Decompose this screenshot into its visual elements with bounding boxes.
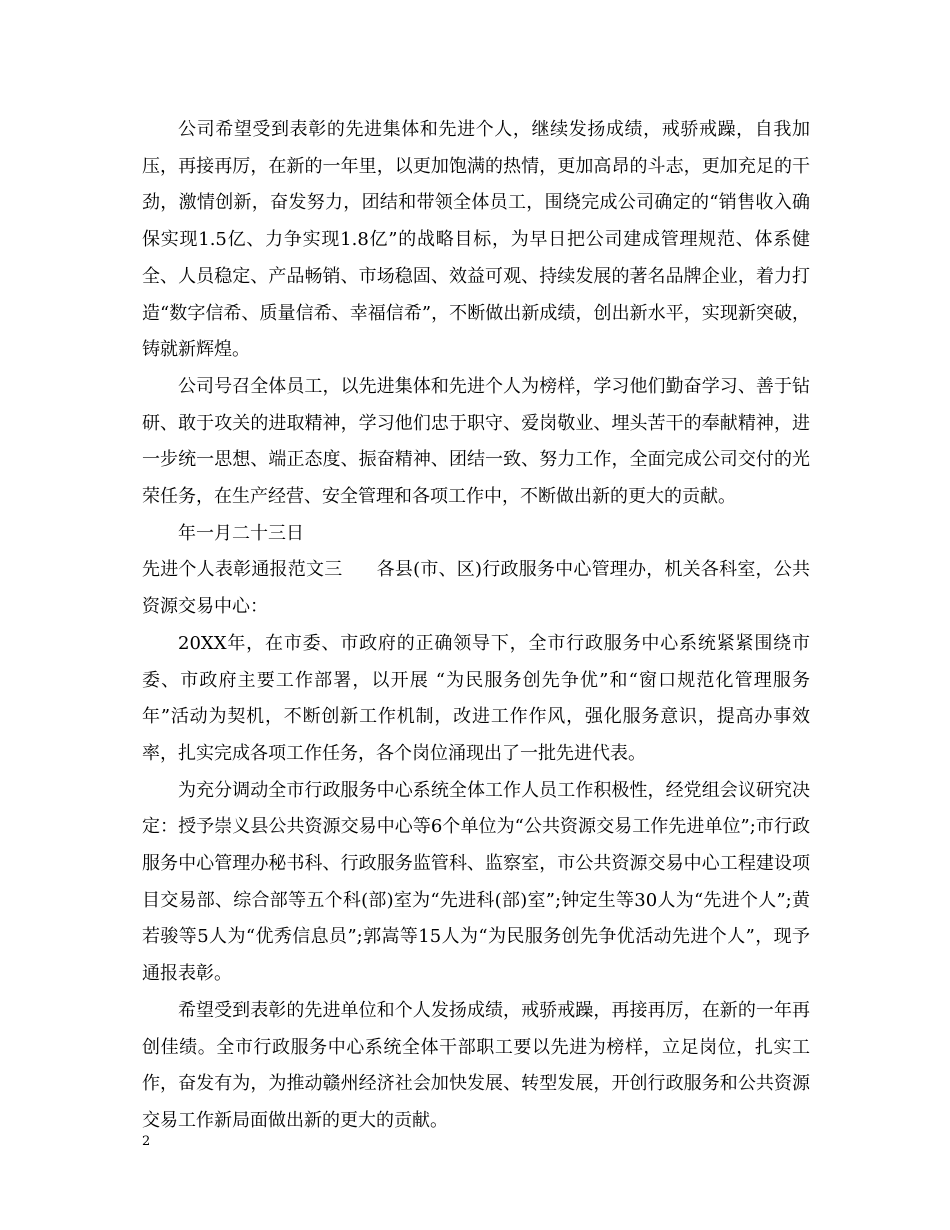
paragraph-call-to-staff: 公司号召全体员工，以先进集体和先进个人为榜样，学习他们勤奋学习、善于钻研、敢于攻关的进取精神，学习他们忠于职守、爱岗敬业、埋头苦干的奉献精神，进一步统一思想、端正态度、振奋精神、团结一致、努力工作，全面完成公司交付的光荣任务，在生产经营、安全管理和各项工作中，不断做出新的更大的贡献。 — [142, 375, 810, 508]
page-number: 2 — [142, 1134, 151, 1149]
paragraph-closing-hope: 希望受到表彰的先进单位和个人发扬成绩，戒骄戒躁，再接再厉，在新的一年再创佳绩。全市行政服务中心系统全体干部职工要以先进为榜样，立足岗位，扎实工作，奋发有为，为推动赣州经济社会加快发展、转型发展，开创行政服务和公共资源交易工作新局面做出新的更大的贡献。 — [142, 999, 810, 1131]
section-title: 先进个人表彰通报范文三 — [142, 559, 343, 581]
date-line: 年一月二十三日 — [178, 522, 304, 544]
paragraph-award-decision: 为充分调动全市行政服务中心系统全体工作人员工作积极性，经党组会议研究决定：授予崇义县公共资源交易中心等6个单位为“公共资源交易工作先进单位”;市行政服务中心管理办秘书科、行政服务监管科、监察室，市公共资源交易中心工程建设项目交易部、综合部等五个科(部)室为“先进科(部)室”;钟定生等30人为“先进个人”;黄若骏等5人为“优秀信息员”;郭嵩等15人为“为民服务创先争优活动先进个人”，现予通报表彰。 — [142, 779, 810, 985]
section-heading-line — [142, 552, 810, 625]
paragraph-annual-summary: 20XX年，在市委、市政府的正确领导下，全市行政服务中心系统紧紧围绕市委、市政府主要工作部署，以开展 “为民服务创先争优”和“窗口规范化管理服务年”活动为契机，不断创新工作机制，改进工作作风，强化服务意识，提高办事效率，扎实完成各项工作任务，各个岗位涌现出了一批先进代表。 — [142, 632, 810, 764]
document-body — [142, 112, 810, 1140]
salutation: 各县(市、区)行政服务中心管理办，机关各科室，公共资源交易中心： — [142, 559, 811, 618]
paragraph-commendation-hope: 公司希望受到表彰的先进集体和先进个人，继续发扬成绩，戒骄戒躁，自我加压，再接再厉，在新的一年里，以更加饱满的热情，更加高昂的斗志，更加充足的干劲，激情创新，奋发努力，团结和带领全体员工，围绕完成公司确定的“销售收入确保实现1.5亿、力争实现1.8亿”的战略目标，为早日把公司建成管理规范、体系健全、人员稳定、产品畅销、市场稳固、效益可观、持续发展的著名品牌企业，着力打造“数字信希、质量信希、幸福信希”，不断做出新成绩，创出新水平，实现新突破，铸就新辉煌。 — [142, 119, 810, 361]
